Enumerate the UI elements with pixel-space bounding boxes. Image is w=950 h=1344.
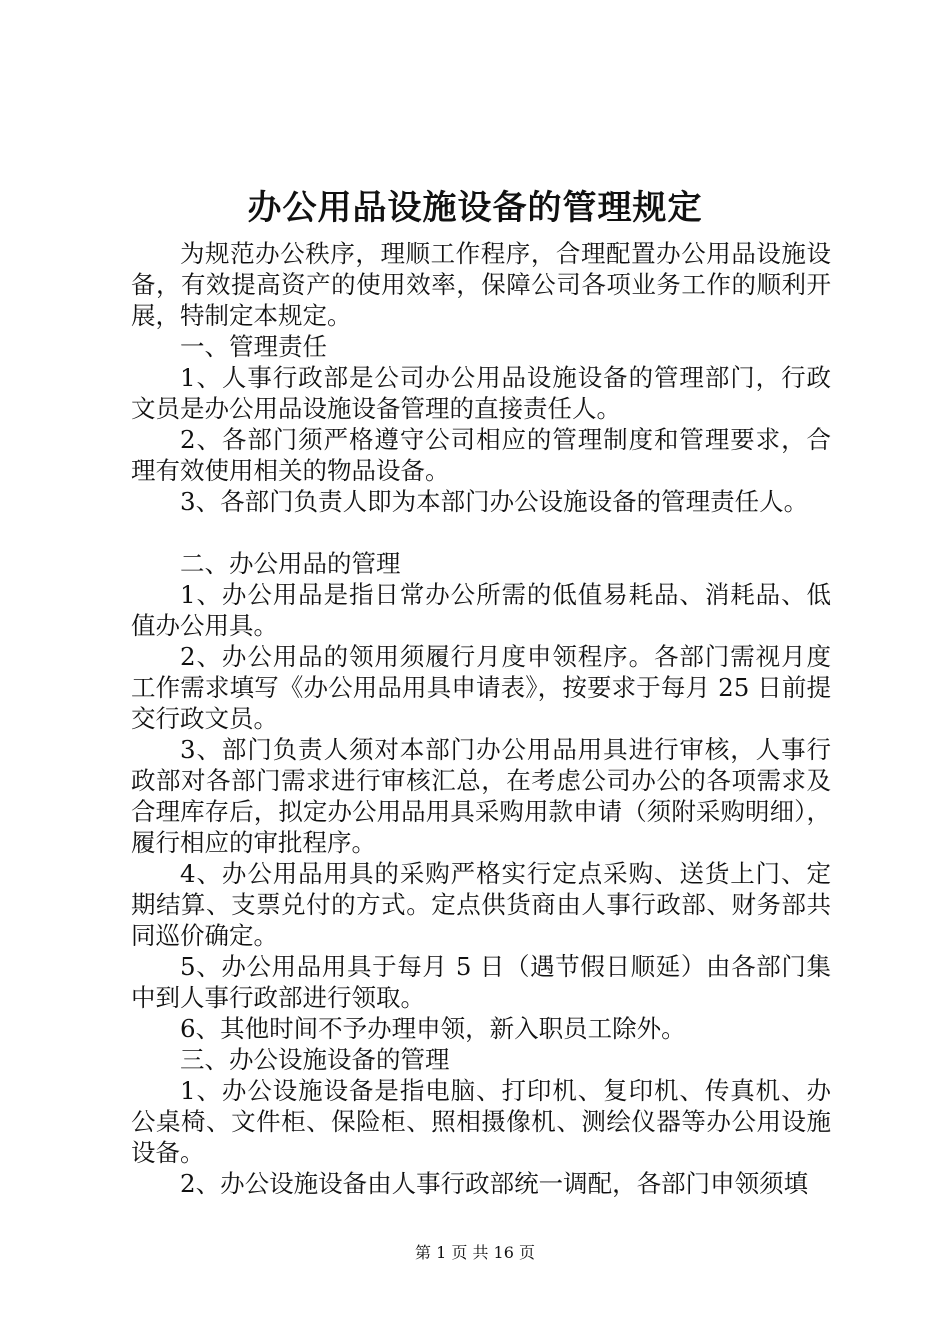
section-heading-1: 一、管理责任 xyxy=(180,332,327,361)
section-heading-2: 二、办公用品的管理 xyxy=(180,549,401,578)
paragraph-1-1: 1、人事行政部是公司办公用品设施设备的管理部门，行政文员是办公用品设施设备管理的直接责任人。 xyxy=(131,363,831,423)
document-body xyxy=(131,238,831,1199)
page-number-footer: 第 1 页 共 16 页 xyxy=(415,1243,535,1262)
paragraph-2-5: 5、办公用品用具于每月 5 日（遇节假日顺延）由各部门集中到人事行政部进行领取。 xyxy=(131,952,831,1012)
paragraph-2-1: 1、办公用品是指日常办公所需的低值易耗品、消耗品、低值办公用具。 xyxy=(131,580,831,640)
paragraph-1-2: 2、各部门须严格遵守公司相应的管理制度和管理要求，合理有效使用相关的物品设备。 xyxy=(131,425,831,485)
paragraph-2-6: 6、其他时间不予办理申领，新入职员工除外。 xyxy=(180,1014,686,1043)
paragraph-2-3: 3、部门负责人须对本部门办公用品用具进行审核，人事行政部对各部门需求进行审核汇总，在考虑公司办公的各项需求及合理库存后，拟定办公用品用具采购用款申请（须附采购明细），履行相应的审批程序。 xyxy=(131,735,831,857)
paragraph-2-4: 4、办公用品用具的采购严格实行定点采购、送货上门、定期结算、支票兑付的方式。定点供货商由人事行政部、财务部共同巡价确定。 xyxy=(131,859,831,950)
document-title: 办公用品设施设备的管理规定 xyxy=(247,188,703,228)
paragraph-2-2: 2、办公用品的领用须履行月度申领程序。各部门需视月度工作需求填写《办公用品用具申请表》，按要求于每月 25 日前提交行政文员。 xyxy=(131,642,831,733)
paragraph-intro: 为规范办公秩序，理顺工作程序，合理配置办公用品设施设备，有效提高资产的使用效率，保障公司各项业务工作的顺利开展，特制定本规定。 xyxy=(131,239,831,330)
paragraph-3-1: 1、办公设施设备是指电脑、打印机、复印机、传真机、办公桌椅、文件柜、保险柜、照相摄像机、测绘仪器等办公用设施设备。 xyxy=(131,1076,831,1167)
paragraph-3-2: 2、办公设施设备由人事行政部统一调配，各部门申领须填 xyxy=(180,1169,809,1198)
section-heading-3: 三、办公设施设备的管理 xyxy=(180,1045,450,1074)
paragraph-1-3: 3、各部门负责人即为本部门办公设施设备的管理责任人。 xyxy=(180,487,809,516)
blank-line xyxy=(131,517,831,548)
